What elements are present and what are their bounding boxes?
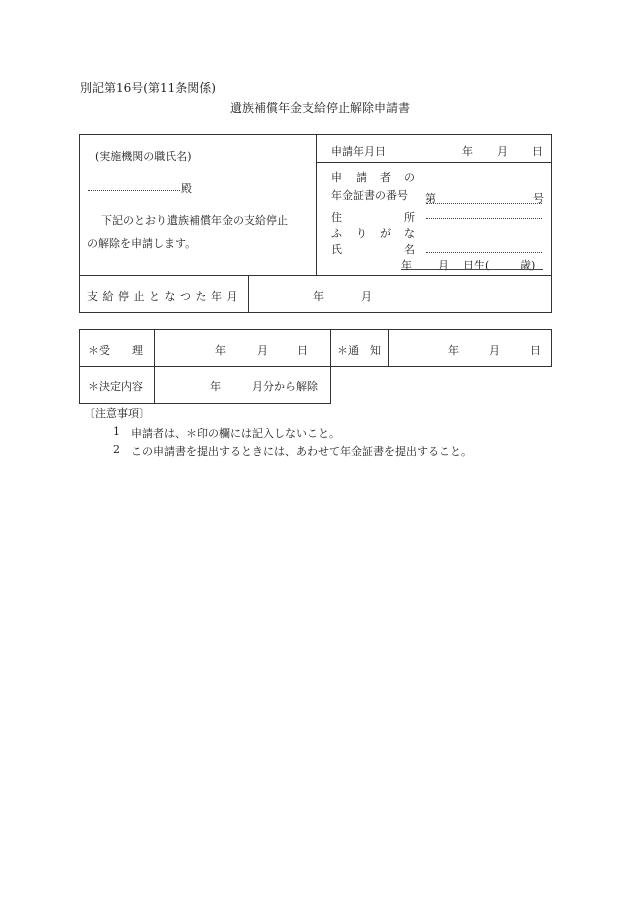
applicant-label-2: 請: [356, 171, 367, 184]
name-label-left: 氏: [331, 243, 342, 256]
notice-day: 日: [530, 344, 541, 357]
birth-day: 日生(: [463, 259, 490, 272]
applicant-label-3: 者: [380, 171, 391, 184]
decision-month-release: 月分から解除: [252, 380, 318, 393]
notice-month: 月: [489, 344, 500, 357]
table-divider: [248, 275, 249, 313]
birth-month: 月: [438, 259, 449, 272]
form-title: 遺族補償年金支給停止解除申請書: [230, 101, 411, 115]
pension-cert-label: 年金証書の番号: [331, 189, 408, 202]
dono-text: 殿: [181, 182, 192, 195]
note-text: 申請者は、＊印の欄には記入しないこと。: [131, 427, 340, 440]
decision-year: 年: [210, 380, 221, 393]
dai-text: 第: [425, 192, 436, 205]
notice-label: ＊通 知: [337, 344, 381, 357]
form-number: 別記第16号(第11条関係): [80, 81, 216, 95]
notes-heading: 〔注意事項〕: [84, 407, 150, 420]
agency-name-field[interactable]: [88, 190, 180, 191]
receipt-year: 年: [215, 344, 226, 357]
apply-date-month: 月: [497, 145, 508, 158]
table-divider: [316, 134, 317, 275]
apply-date-year: 年: [462, 145, 473, 158]
birth-age: 歳): [520, 259, 536, 272]
applicant-label-1: 申: [331, 171, 342, 184]
table-divider: [154, 329, 155, 404]
furigana-4: な: [404, 227, 415, 240]
receipt-day: 日: [297, 344, 308, 357]
name-field[interactable]: [426, 252, 542, 253]
agency-name-label: (実施機関の職氏名): [95, 150, 192, 163]
note-text: この申請書を提出するときには、あわせて年金証書を提出すること。: [131, 445, 472, 458]
stop-date-month: 月: [361, 290, 372, 303]
birth-year: 年: [401, 259, 412, 272]
receipt-label: ＊受 理: [88, 344, 143, 357]
decision-label: ＊決定内容: [88, 380, 143, 393]
table-divider: [388, 329, 389, 367]
pension-number-field[interactable]: [426, 203, 542, 204]
apply-date-label: 申請年月日: [331, 145, 386, 158]
body-text-line2: の解除を申請します。: [87, 237, 197, 250]
table-divider: [316, 162, 552, 163]
name-label-right: 名: [404, 243, 415, 256]
note-number: 1: [113, 425, 120, 438]
table-divider: [330, 329, 331, 404]
stop-date-year: 年: [313, 290, 324, 303]
body-text-line1: 下記のとおり遺族補償年金の支給停止: [101, 214, 288, 227]
table-divider: [79, 403, 331, 404]
office-table-row1: [79, 329, 552, 367]
birth-date-field[interactable]: [401, 269, 543, 270]
furigana-2: り: [356, 227, 367, 240]
notice-year: 年: [448, 344, 459, 357]
applicant-label-4: の: [404, 171, 415, 184]
address-label-left: 住: [331, 211, 342, 224]
receipt-month: 月: [257, 344, 268, 357]
note-number: 2: [113, 443, 120, 456]
address-label-right: 所: [404, 211, 415, 224]
table-divider: [79, 366, 80, 404]
apply-date-day: 日: [532, 145, 543, 158]
table-divider: [79, 275, 552, 276]
furigana-3: が: [380, 227, 391, 240]
go-text: 号: [533, 192, 544, 205]
furigana-1: ふ: [331, 227, 342, 240]
stop-date-label: 支 給 停 止 と な つ た 年 月: [87, 290, 238, 303]
address-field[interactable]: [426, 218, 542, 219]
